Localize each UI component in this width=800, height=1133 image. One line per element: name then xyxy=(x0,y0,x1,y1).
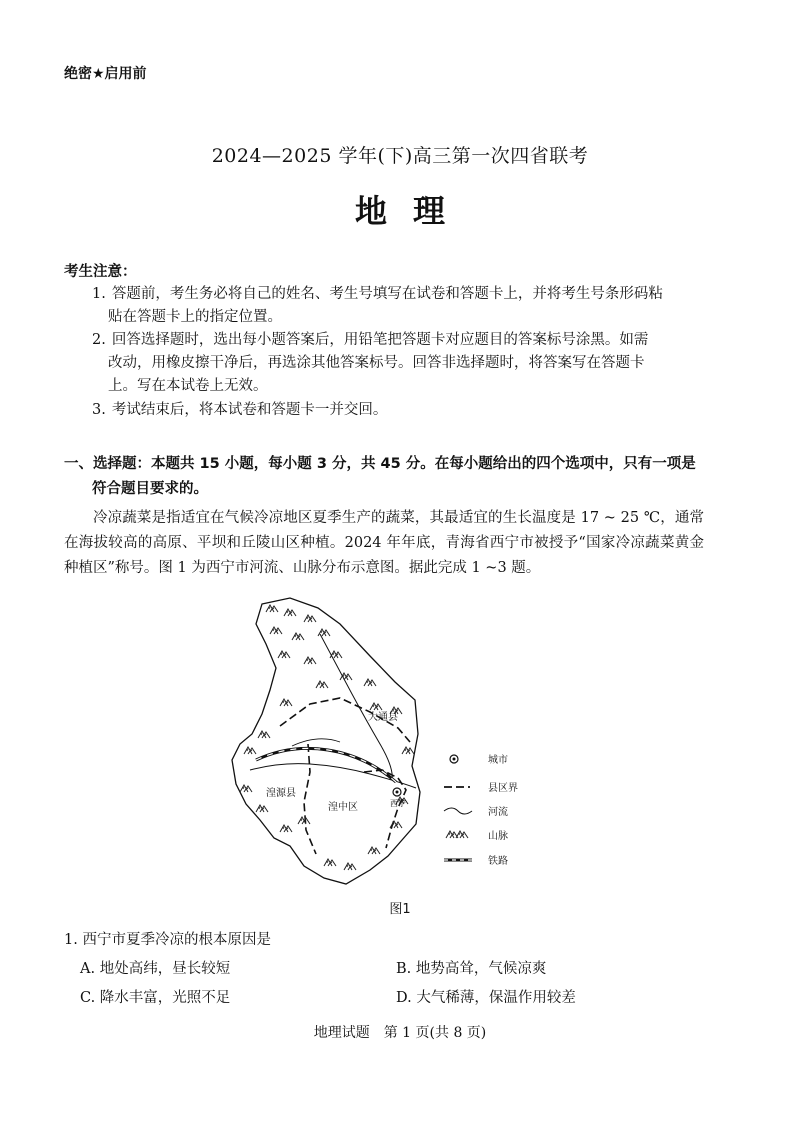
exam-title: 2024—2025 学年(下)高三第一次四省联考 xyxy=(211,145,589,167)
map-legend xyxy=(444,753,518,867)
label-datong: 大通县 xyxy=(368,712,398,723)
section-heading-line: 一、选择题：本题共 15 小题，每小题 3 分，共 45 分。在每小题给出的四个选项中，只有一项是 xyxy=(64,456,696,472)
notice-item-text: 改动，用橡皮擦干净后，再选涂其他答案标号。回答非选择题时，将答案写在答题卡 xyxy=(108,355,645,371)
question-1-option-b: B. 地势高耸，气候凉爽 xyxy=(396,961,547,977)
xining-map-figure xyxy=(220,594,630,894)
notice-item-text: 回答选择题时，选出每小题答案后，用铅笔把答题卡对应题目的答案标号涂黑。如需 xyxy=(111,332,649,348)
notice-item-number: 1. xyxy=(92,286,106,302)
question-1-option-c: C. 降水丰富，光照不足 xyxy=(80,990,231,1006)
notice-item-text: 上。写在本试卷上无效。 xyxy=(108,378,268,394)
intro-paragraph: 冷凉蔬菜是指适宜在气候冷凉地区夏季生产的蔬菜，其最适宜的生长温度是 17 ~ 25 ℃，通常在海拔较高的高原、平坝和丘陵山区种植。2024 年年底，青海省西宁市被授予“国家冷凉蔬菜黄金种植区”称号。图 1 为西宁市河流、山脉分布示意图。据此完成 1 ~3 题。 xyxy=(64,510,704,576)
legend-railway-label: 铁路 xyxy=(488,856,508,867)
city-outline xyxy=(232,598,420,884)
exam-subject: 地理 xyxy=(354,192,471,230)
legend-mountain-label: 山脉 xyxy=(488,831,508,842)
river-icon xyxy=(444,808,472,814)
notice-item-text: 考试结束后，将本试卷和答题卡一并交回。 xyxy=(111,402,388,418)
river xyxy=(292,739,340,746)
section-heading xyxy=(64,452,704,502)
question-1-option-d: D. 大气稀薄，保温作用较差 xyxy=(396,990,576,1006)
notice-heading: 考生注意： xyxy=(64,264,137,280)
label-huangyuan: 湟源县 xyxy=(266,788,296,799)
county-border xyxy=(304,744,316,854)
figure-caption: 图1 xyxy=(389,902,411,917)
question-1-stem: 1. 西宁市夏季冷凉的根本原因是 xyxy=(64,932,271,948)
page-footer: 地理试题 第 1 页(共 8 页) xyxy=(313,1025,487,1041)
legend-river-label: 河流 xyxy=(488,807,508,818)
notice-item-number: 3. xyxy=(92,402,106,418)
notice-item-1 xyxy=(92,283,704,329)
notice-item-2 xyxy=(92,329,704,398)
mountain-icon xyxy=(446,831,468,838)
notice-item-text: 答题前，考生务必将自己的姓名、考生号填写在试卷和答题卡上，并将考生号条形码粘 xyxy=(111,286,663,302)
notice-item-text: 贴在答题卡上的指定位置。 xyxy=(108,309,282,325)
question-1-option-a: A. 地处高纬，昼长较短 xyxy=(80,961,231,977)
secret-mark: 绝密★启用前 xyxy=(64,66,147,82)
section-heading-line: 符合题目要求的。 xyxy=(92,481,208,497)
label-xining: 西宁 xyxy=(390,799,406,808)
legend-city-label: 城市 xyxy=(488,755,508,766)
county-border xyxy=(364,770,406,848)
notice-item-3 xyxy=(92,399,704,422)
notice-item-number: 2. xyxy=(92,332,106,348)
label-huangzhong: 湟中区 xyxy=(328,802,358,813)
legend-county-label: 县区界 xyxy=(488,783,518,794)
